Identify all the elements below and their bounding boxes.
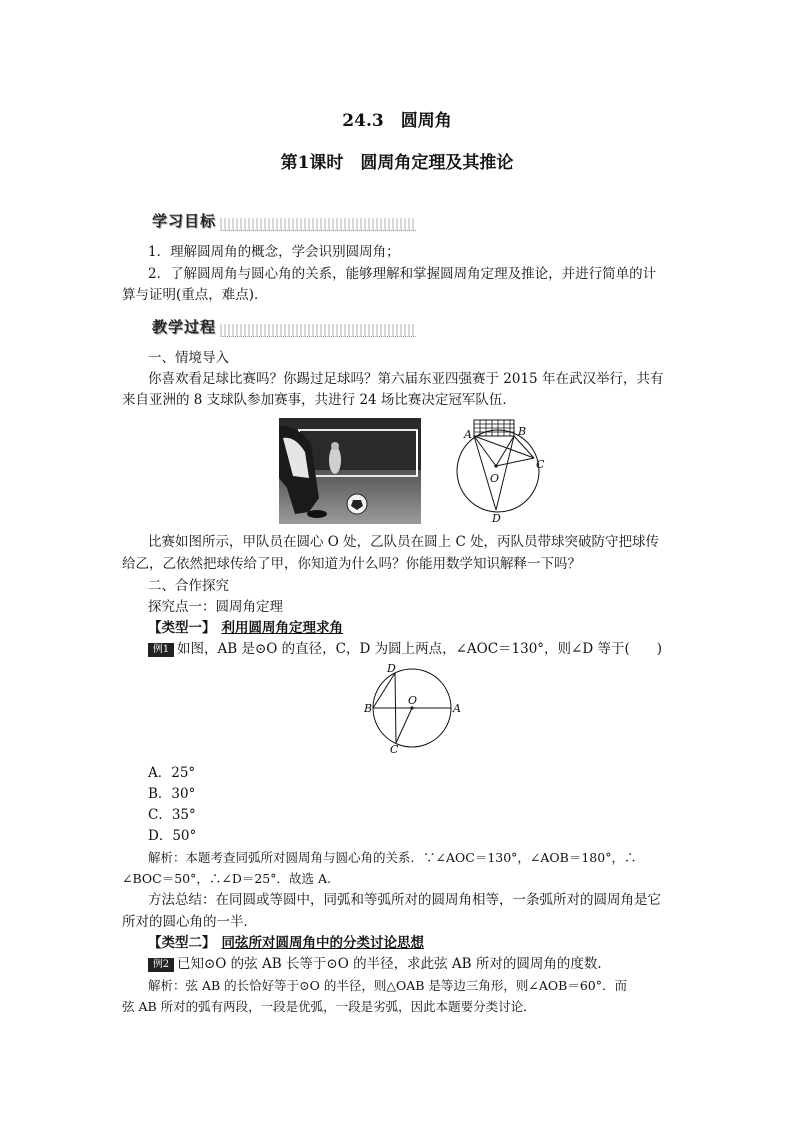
fig1-label-d: D [492, 512, 501, 524]
lesson-title: 24.3 圆周角 [342, 111, 452, 131]
type-1-name: 利用圆周角定理求角 [221, 620, 343, 636]
fig2-label-d: D [387, 662, 396, 675]
analysis-2-line-2: 弦 AB 所对的弧有两段，一段是优弧，一段是劣弧，因此本题要分类讨论． [122, 999, 536, 1014]
option-b: B．30° [148, 786, 196, 802]
example-1-text: 如图，AB 是⊙O 的直径，C，D 为圆上两点，∠AOC＝130°，则∠D 等于( ) [177, 641, 663, 657]
fig1-label-a: A [464, 428, 472, 441]
option-c: C．35° [148, 807, 196, 823]
type-2-name: 同弦所对圆周角中的分类讨论思想 [221, 935, 424, 951]
fig1-label-o: O [490, 472, 500, 485]
intro-paragraph-2: 来自亚洲的 8 支球队参加赛事，共进行 24 场比赛决定冠军队伍． [122, 392, 516, 408]
fig2-label-c: C [390, 743, 399, 754]
option-a: A．25° [148, 765, 196, 781]
analysis-2-line-1: 解析：弦 AB 的长恰好等于⊙O 的半径，则△OAB 是等边三角形，则∠AOB＝60°．而 [148, 978, 627, 993]
example-2-badge: 例2 [148, 958, 174, 972]
method-summary-line-1: 方法总结：在同圆或等圆中，同弧和等弧所对的圆周角相等，一条弧所对的圆周角是它 [148, 892, 661, 908]
example-2-text: 已知⊙O 的弦 AB 长等于⊙O 的半径，求此弦 AB 所对的圆周角的度数． [177, 956, 611, 972]
fig1-label-c: C [536, 458, 545, 471]
fig2-label-a: A [453, 702, 461, 715]
intro-title: 一、情境导入 [148, 350, 229, 366]
type-1-tag: 【类型一】 [148, 620, 216, 636]
option-d: D．50° [148, 828, 197, 844]
goal-item-2: 2．了解圆周角与圆心角的关系，能够理解和掌握圆周角定理及推论，并进行简单的计 [148, 266, 657, 282]
fig2-label-o: O [408, 694, 418, 707]
fig1-label-b: B [518, 425, 527, 438]
example-1 [148, 639, 662, 659]
goal-item-1: 1．理解圆周角的概念，学会识别圆周角； [148, 244, 400, 260]
intro-paragraph-1: 你喜欢看足球比赛吗？你踢过足球吗？第六届东亚四强赛于 2015 年在武汉举行，共有 [148, 371, 664, 387]
question-paragraph-2: 给乙，乙依然把球传给了甲，你知道为什么吗？你能用数学知识解释一下吗？ [122, 556, 581, 572]
example-2 [148, 954, 611, 974]
method-summary-line-2: 所对的圆心角的一半． [122, 914, 257, 930]
type-1-heading [148, 618, 343, 638]
goals-header: 学习目标 [148, 210, 220, 231]
lesson-subtitle: 第1课时 圆周角定理及其推论 [280, 153, 514, 173]
analysis-1-line-1: 解析：本题考查同弧所对圆周角与圆心角的关系．∵∠AOC＝130°，∠AOB＝180°，∴ [148, 850, 637, 865]
fig2-label-b: B [364, 702, 373, 715]
example-1-badge: 例1 [148, 643, 174, 657]
goal-item-2-cont: 算与证明(重点，难点)． [122, 287, 268, 303]
analysis-1-line-2: ∠BOC＝50°，∴∠D＝25°．故选 A. [122, 871, 331, 886]
process-header: 教学过程 [148, 316, 220, 337]
question-paragraph-1: 比赛如图所示，甲队员在圆心 O 处，乙队员在圆上 C 处，丙队员带球突破防守把球传 [148, 534, 660, 550]
explore-title: 二、合作探究 [148, 578, 229, 594]
type-2-heading [148, 933, 424, 953]
figure-circle-diameter [360, 662, 464, 754]
explore-point-1: 探究点一：圆周角定理 [148, 599, 283, 615]
figure-circle-goal [454, 418, 550, 524]
type-2-tag: 【类型二】 [148, 935, 216, 951]
soccer-photo [279, 418, 421, 524]
